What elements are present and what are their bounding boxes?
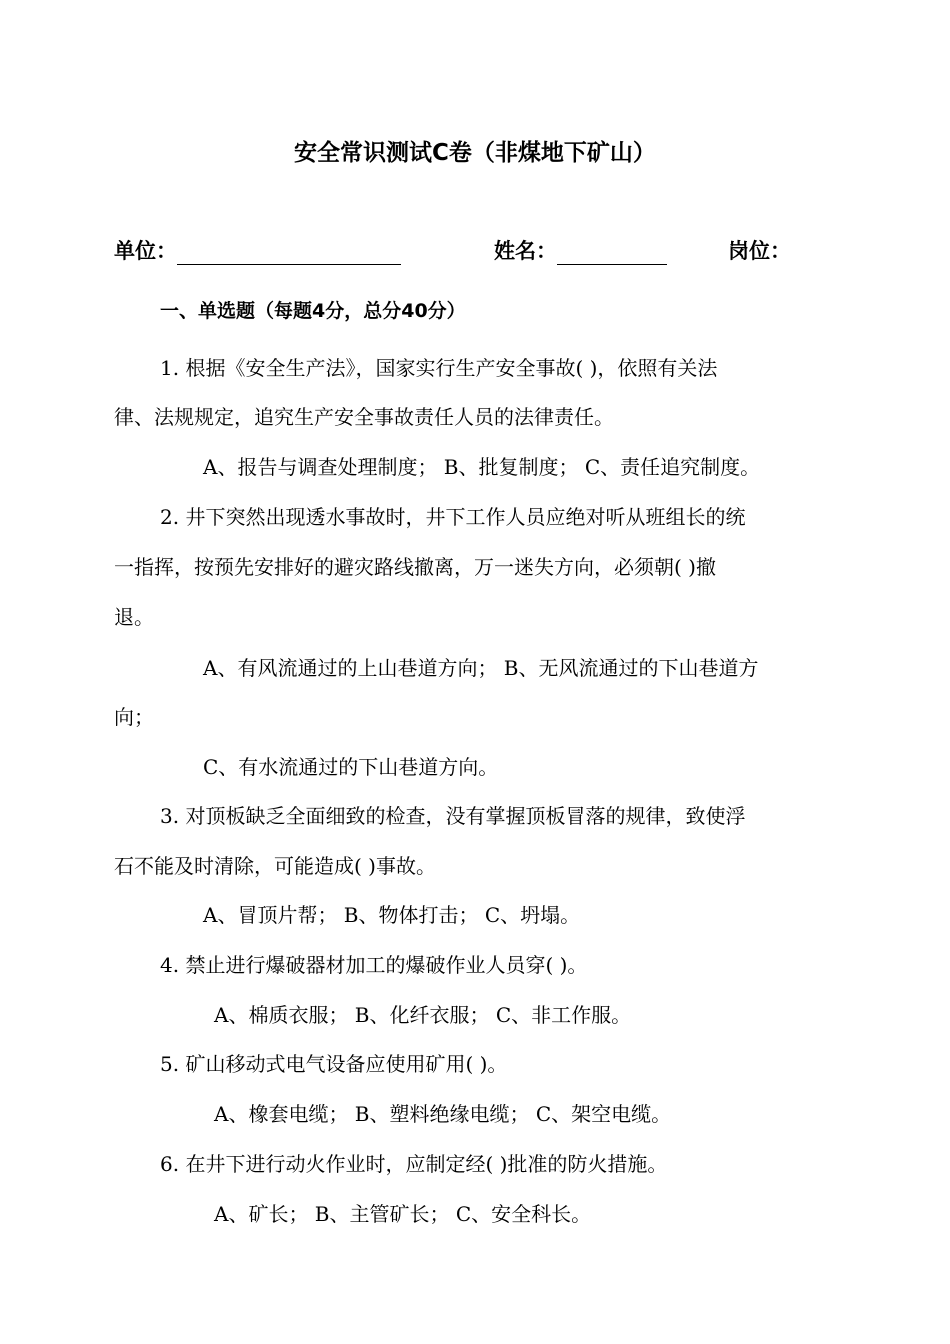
option-line: 向； — [114, 705, 154, 729]
option-line: A、矿长； B、主管矿长； C、安全科长。 — [214, 1202, 592, 1226]
question-line: 律、法规规定，追究生产安全事故责任人员的法律责任。 — [114, 405, 614, 429]
option-line: A、有风流通过的上山巷道方向； B、无风流通过的下山巷道方 — [203, 656, 759, 680]
page-title: 安全常识测试C卷（非煤地下矿山） — [294, 140, 656, 166]
header-fields — [114, 235, 844, 267]
question-line: 6. 在井下进行动火作业时，应制定经( )批准的防火措施。 — [160, 1152, 668, 1176]
question-line: 1. 根据《安全生产法》，国家实行生产安全事故( )，依照有关法 — [160, 356, 718, 380]
name-label: 姓名： — [494, 239, 557, 263]
name-field — [494, 235, 667, 265]
option-line: A、橡套电缆； B、塑料绝缘电缆； C、架空电缆。 — [214, 1102, 672, 1126]
question-line: 3. 对顶板缺乏全面细致的检查，没有掌握顶板冒落的规律，致使浮 — [160, 804, 746, 828]
section-heading: 一、单选题（每题4分，总分40分） — [160, 300, 466, 322]
question-line: 退。 — [114, 605, 154, 629]
option-line: A、报告与调查处理制度； B、批复制度； C、责任追究制度。 — [203, 455, 761, 479]
option-line: A、棉质衣服； B、化纤衣服； C、非工作服。 — [214, 1003, 632, 1027]
question-line: 4. 禁止进行爆破器材加工的爆破作业人员穿( )。 — [160, 953, 588, 977]
position-field — [728, 235, 791, 265]
name-blank-line[interactable] — [557, 242, 667, 265]
unit-blank-line[interactable] — [177, 242, 401, 265]
unit-label: 单位： — [114, 239, 177, 263]
question-line: 一指挥，按预先安排好的避灾路线撤离，万一迷失方向，必须朝( )撤 — [114, 555, 716, 579]
position-label: 岗位： — [728, 239, 791, 263]
question-line: 5. 矿山移动式电气设备应使用矿用( )。 — [160, 1052, 508, 1076]
question-line: 石不能及时清除，可能造成( )事故。 — [114, 854, 436, 878]
question-line: 2. 井下突然出现透水事故时，井下工作人员应绝对听从班组长的统 — [160, 505, 746, 529]
option-line: A、冒顶片帮； B、物体打击； C、坍塌。 — [203, 903, 581, 927]
unit-field — [114, 235, 401, 265]
option-line: C、有水流通过的下山巷道方向。 — [203, 755, 499, 779]
